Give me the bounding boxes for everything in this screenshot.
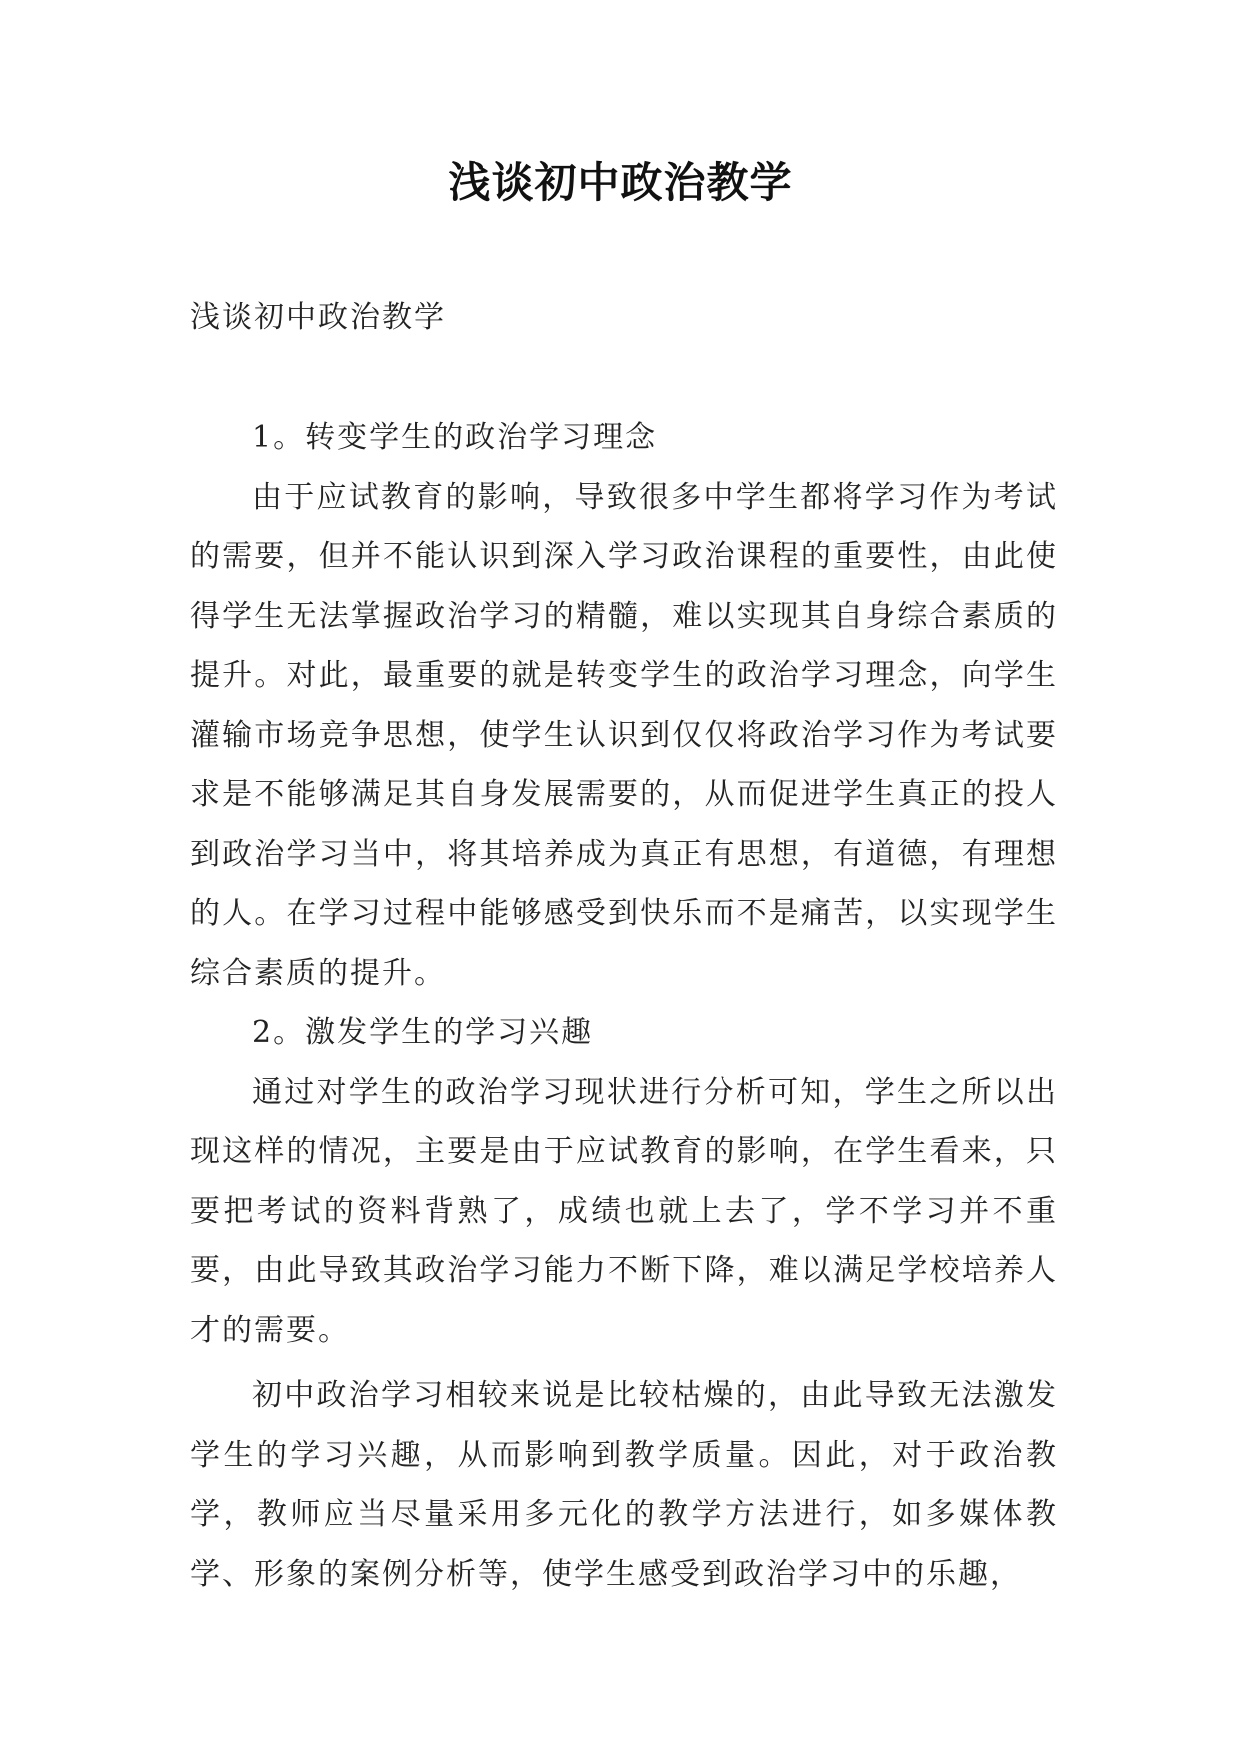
document-subtitle: 浅谈初中政治教学 xyxy=(190,300,446,335)
paragraph: 初中政治学习相较来说是比较枯燥的，由此导致无法激发学生的学习兴趣，从而影响到教学质量。因此，对于政治教学，教师应当尽量采用多元化的教学方法进行，如多媒体教学、形象的案例分析等，使学生感受到政治学习中的乐趣， xyxy=(190,1378,1058,1592)
paragraph: 通过对学生的政治学习现状进行分析可知，学生之所以出现这样的情况，主要是由于应试教育的影响，在学生看来，只要把考试的资料背熟了，成绩也就上去了，学不学习并不重要，由此导致其政治学习能力不断下降，难以满足学校培养人才的需要。 xyxy=(190,1074,1058,1348)
document-body xyxy=(190,408,1058,1604)
document-title: 浅谈初中政治教学 xyxy=(448,158,793,207)
section-heading-2: 2。激发学生的学习兴趣 xyxy=(252,1015,594,1050)
section-heading-1: 1。转变学生的政治学习理念 xyxy=(252,420,658,455)
paragraph: 由于应试教育的影响，导致很多中学生都将学习作为考试的需要，但并不能认识到深入学习政治课程的重要性，由此使得学生无法掌握政治学习的精髓，难以实现其自身综合素质的提升。对此，最重要的就是转变学生的政治学习理念，向学生灌输市场竞争思想，使学生认识到仅仅将政治学习作为考试要求是不能够满足其自身发展需要的，从而促进学生真正的投人到政治学习当中，将其培养成为真正有思想，有道德，有理想的人。在学习过程中能够感受到快乐而不是痛苦，以实现学生综合素质的提升。 xyxy=(190,479,1058,991)
